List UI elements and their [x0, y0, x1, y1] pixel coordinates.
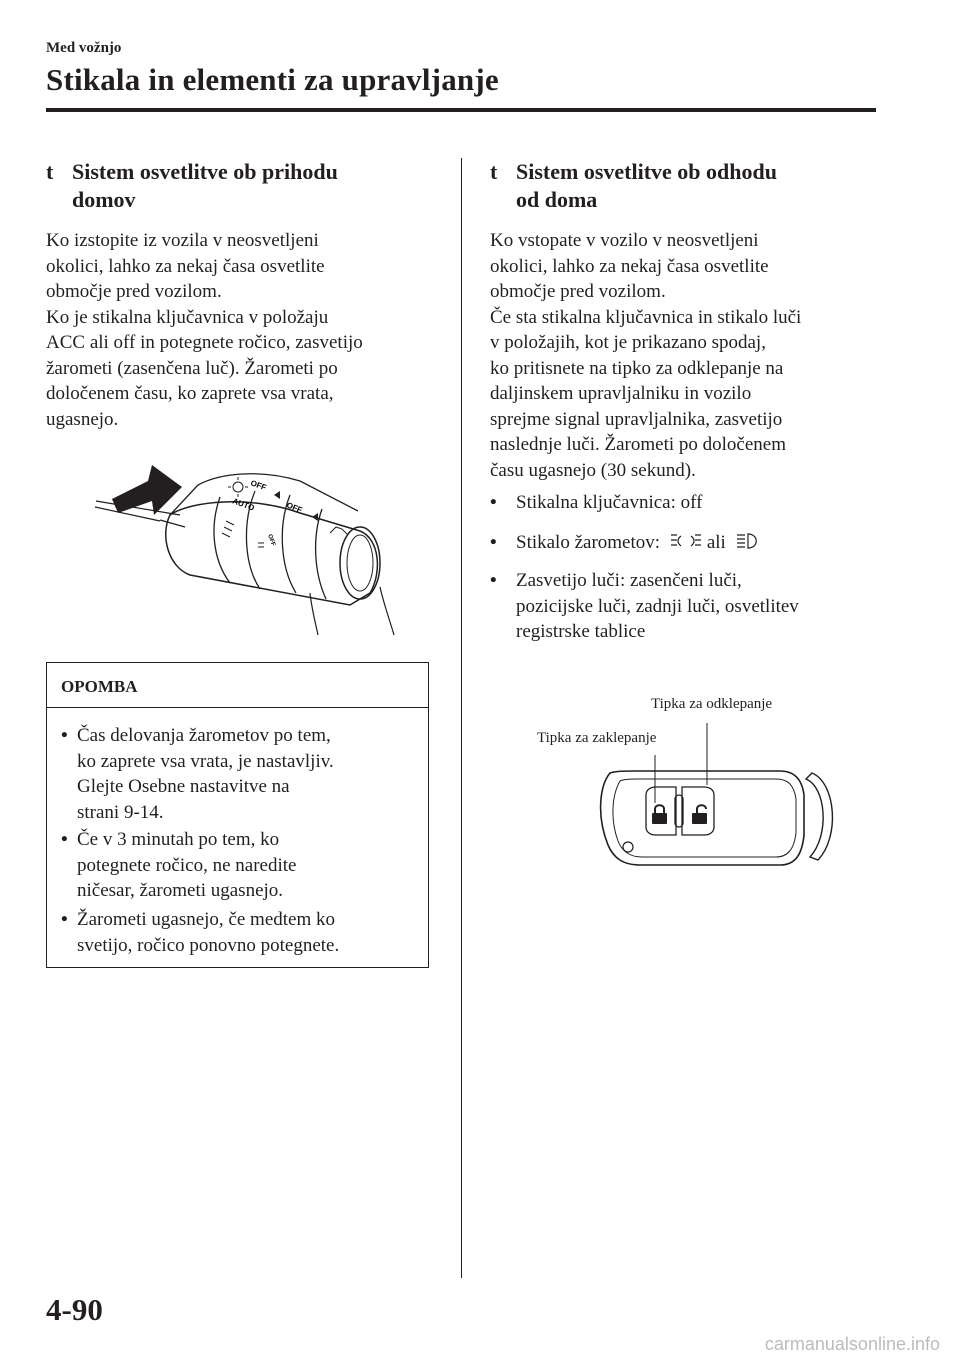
heading-marker: t	[46, 159, 54, 184]
text-line: svetijo, ročico ponovno potegnete.	[77, 934, 340, 956]
heading-line-2: domov	[72, 187, 136, 212]
text-line: Če v 3 minutah po tem, ko	[77, 829, 280, 850]
lock-icon	[652, 805, 667, 824]
text-line: okolici, lahko za nekaj časa osvetlite	[490, 255, 769, 277]
bullet-dot: •	[61, 725, 68, 746]
footer-watermark: carmanualsonline.info	[764, 1334, 940, 1354]
paragraph-leaving-home	[490, 228, 890, 483]
text-line: Žarometi ugasnejo, če medtem ko	[77, 909, 335, 930]
page-title: Stikala in elementi za upravljanje	[46, 62, 499, 97]
text-line: Če sta stikalna ključavnica in stikalo luči	[490, 306, 802, 328]
text-line: žarometi (zasenčena luč). Žarometi po	[46, 357, 338, 379]
parking-light-icon	[669, 532, 703, 550]
text-line: naslednje luči. Žarometi po določenem	[490, 434, 786, 455]
text-line: območje pred vozilom.	[490, 281, 666, 302]
text-line: Ko je stikalna ključavnica v položaju	[46, 306, 329, 328]
note-item	[61, 723, 334, 825]
text-line: Čas delovanja žarometov po tem,	[77, 725, 331, 746]
text-line: sprejme signal upravljalnika, zasvetijo	[490, 408, 783, 430]
lever-label-auto: AUTO	[231, 496, 256, 513]
indicator-led-icon	[623, 842, 633, 852]
heading-line-2: od doma	[516, 187, 598, 212]
lock-button	[646, 787, 676, 835]
text-line: v položajih, kot je prikazano spodaj,	[490, 332, 766, 353]
page-number: 4-90	[46, 1292, 103, 1327]
text-line: času ugasnejo (30 sekund).	[490, 459, 696, 481]
text-line: območje pred vozilom.	[46, 281, 222, 302]
pull-arrow-icon	[112, 465, 182, 515]
headlight-lever-illustration	[90, 455, 400, 640]
text-line: Stikalo žarometov:	[516, 532, 661, 553]
callout-lock-button: Tipka za zaklepanje	[537, 730, 657, 746]
note-item	[61, 827, 296, 904]
text-line: ali	[706, 532, 726, 553]
text-line: potegnete ročico, ne naredite	[77, 854, 297, 876]
text-line: Ko vstopate v vozilo v neosvetljeni	[490, 230, 759, 251]
column-divider	[461, 158, 462, 1278]
text-line: ničesar, žarometi ugasnejo.	[77, 880, 284, 901]
bullet-lights-on	[490, 568, 799, 645]
note-title: OPOMBA	[47, 663, 428, 708]
note-box	[46, 662, 429, 968]
text-line: daljinskem upravljalniku in vozilo	[490, 383, 752, 404]
text-line: ACC ali off in potegnete ročico, zasvetijo	[46, 332, 363, 353]
bullet-dot: •	[490, 492, 497, 513]
text-line: ugasnejo.	[46, 408, 119, 430]
text-line: pozicijske luči, zadnji luči, osvetlitev	[516, 595, 799, 617]
text-line: strani 9-14.	[77, 801, 164, 823]
bullet-dot: •	[61, 829, 68, 850]
text-line: registrske tablice	[516, 621, 646, 642]
text-line: Glejte Osebne nastavitve na	[77, 776, 290, 797]
text-line: Zasvetijo luči: zasenčeni luči,	[516, 570, 742, 591]
callout-unlock-button: Tipka za odklepanje	[651, 696, 773, 712]
lever-label-off: OFF	[249, 478, 268, 493]
bullet-dot: •	[490, 532, 497, 553]
paragraph-coming-home	[46, 228, 446, 432]
unlock-icon	[692, 805, 707, 824]
text-line: določenem času, ko zaprete vsa vrata,	[46, 383, 334, 404]
heading-line-1: Sistem osvetlitve ob prihodu	[72, 159, 338, 184]
note-item	[61, 907, 339, 958]
text-line: ko zaprete vsa vrata, je nastavljiv.	[77, 750, 334, 772]
text-line: Stikalna ključavnica: off	[516, 492, 703, 513]
low-beam-icon	[735, 532, 761, 550]
text-line: Ko izstopite iz vozila v neosvetljeni	[46, 230, 319, 251]
bullet-dot: •	[61, 909, 68, 930]
heading-line-1: Sistem osvetlitve ob odhodu	[516, 159, 777, 184]
bullet-headlight-switch	[490, 530, 761, 556]
heading-coming-home	[46, 158, 446, 214]
lever-label-off-2: OFF	[285, 500, 304, 515]
heading-leaving-home	[490, 158, 890, 214]
heading-marker: t	[490, 159, 498, 184]
text-line: ko pritisnete na tipko za odklepanje na	[490, 357, 784, 379]
section-label: Med vožnjo	[46, 40, 122, 56]
title-rule	[46, 108, 876, 112]
lever-label-off-3: OFF	[266, 533, 276, 547]
text-line: okolici, lahko za nekaj časa osvetlite	[46, 255, 325, 277]
key-fob-illustration	[580, 715, 840, 875]
bullet-dot: •	[490, 570, 497, 591]
bullet-ignition	[490, 490, 702, 516]
